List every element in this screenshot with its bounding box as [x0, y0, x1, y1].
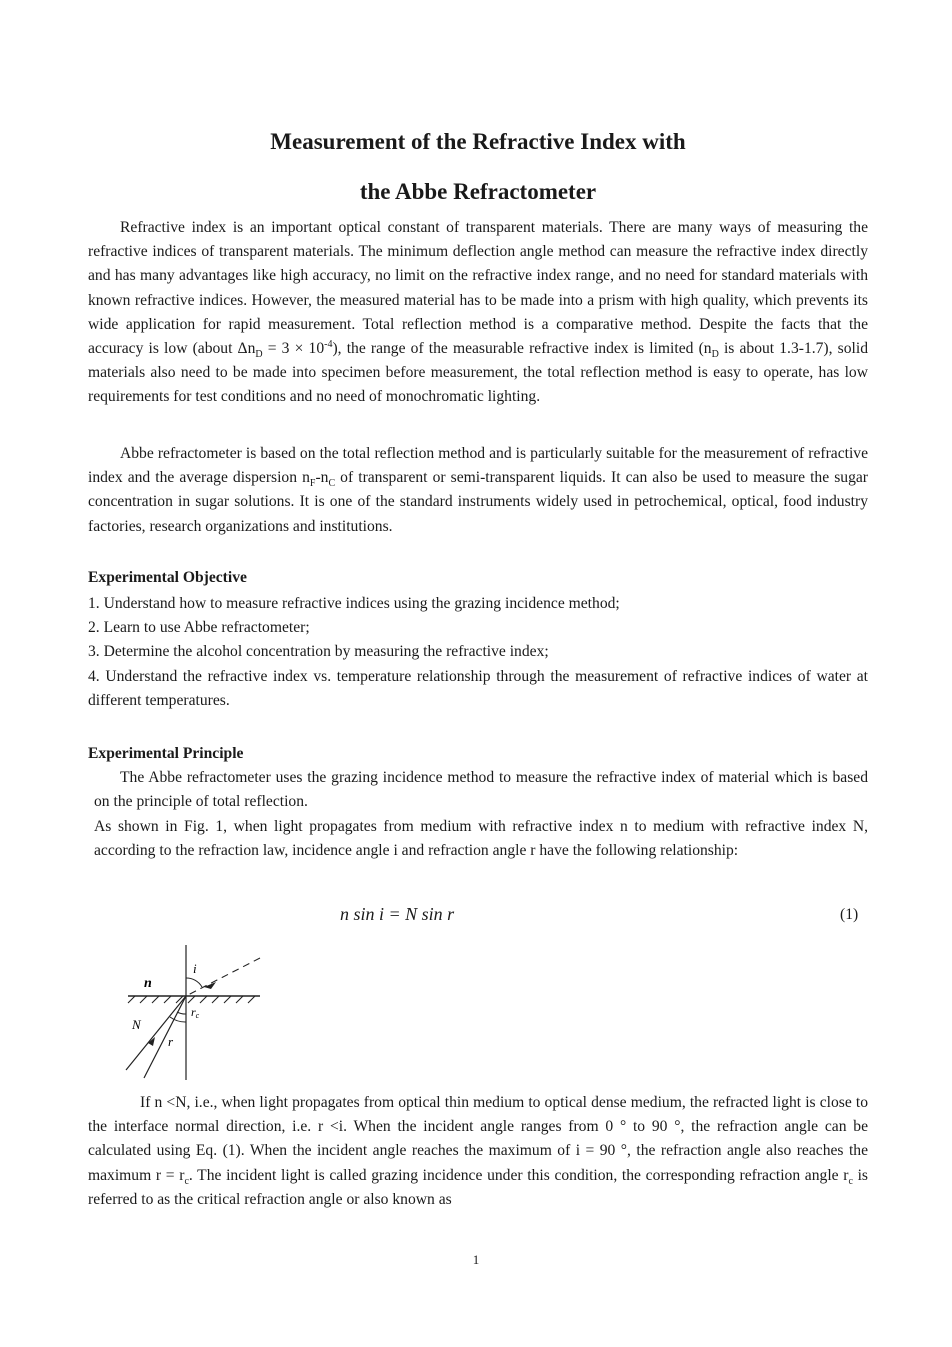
- label-r: r: [168, 1034, 174, 1049]
- label-rc: rc: [191, 1005, 200, 1020]
- equation-number: (1): [840, 906, 859, 923]
- principle-paragraph-3: If n <N, i.e., when light propagates from optical thin medium to optical dense medium, the refracted light is close to the interface normal direction, i.e. r <i. When the incident angle ranges from 0 ° to 90 °, the refraction angle can be calculated using Eq. (1). When the incident angle reaches the maximum of i = 90 °, the refraction angle also reaches the maximum $r = r_c$. The incident light is called grazing incidence under this condition, the corresponding refraction angle $r_c$ is referred to as the critical refraction angle or also known as: [88, 1094, 868, 1208]
- label-n: n: [144, 976, 152, 991]
- principle-paragraph-1: The Abbe refractometer uses the grazing incidence method to measure the refractive index of material which is based on the principle of total reflection.: [94, 769, 868, 811]
- principle-paragraph-2: As shown in Fig. 1, when light propagates from medium with refractive index n to medium with refractive index N, according to the refraction law, incidence angle i and refraction angle r have the following relationship:: [94, 818, 868, 860]
- intro-paragraph-1: Refractive index is an important optical constant of transparent materials. There are many ways of measuring the refractive indices of transparent materials. The minimum deflection angle method can measure the refractive index directly and has many advantages like high accuracy, no limit on the refractive index range, and no need for standard materials with known refractive indices. However, the measured material has to be made into a prism with high quality, which prevents its wide application for rapid measurement. Total reflection method is a comparative method. Despite the facts that the accuracy is low (about $\Delta n_D = 3 \times 10^{-4}$), the range of the measurable refractive index is limited ($n_D$ is about 1.3-1.7), solid materials also need to be made into specimen before measurement, the total reflection method is easy to operate, has low requirements for test conditions and no need of monochromatic lighting.: [88, 219, 868, 406]
- list-item: 2. Learn to use Abbe refractometer;: [88, 619, 310, 637]
- list-item: 4. Understand the refractive index vs. temperature relationship through the measurement of refractive indices of water at different temperatures.: [88, 667, 868, 709]
- equation: n sin i = N sin r: [340, 904, 455, 924]
- objective-heading: Experimental Objective: [88, 569, 247, 586]
- intro-paragraph-2: Abbe refractometer is based on the total reflection method and is particularly suitable for the measurement of refractive index and the average dispersion $n_F-n_C$ of transparent or semi-transparent liquids. It can also be used to measure the sugar concentration in sugar solutions. It is one of the standard instruments widely used in petrochemical, optical, food industry factories, research organizations and institutions.: [88, 445, 868, 535]
- title-line-2: the Abbe Refractometer: [359, 179, 597, 204]
- interface-hatching: [128, 996, 255, 1003]
- refracted-ray-2: [144, 996, 186, 1078]
- refraction-diagram: [120, 940, 280, 1085]
- list-item: 1. Understand how to measure refractive indices using the grazing incidence method;: [88, 595, 620, 612]
- title-line-1: Measurement of the Refractive Index with: [270, 129, 686, 154]
- label-N: N: [132, 1017, 141, 1032]
- label-i: i: [193, 961, 197, 976]
- list-item: 3. Determine the alcohol concentration by measuring the refractive index;: [88, 643, 549, 661]
- angle-i-arc: [186, 978, 202, 987]
- incident-ray: [186, 958, 260, 996]
- principle-heading: Experimental Principle: [88, 745, 244, 762]
- objective-list: [88, 592, 868, 713]
- refracted-ray-1: [126, 996, 186, 1070]
- page-number: 1: [472, 1252, 480, 1267]
- angle-rc-arc: [177, 1012, 186, 1014]
